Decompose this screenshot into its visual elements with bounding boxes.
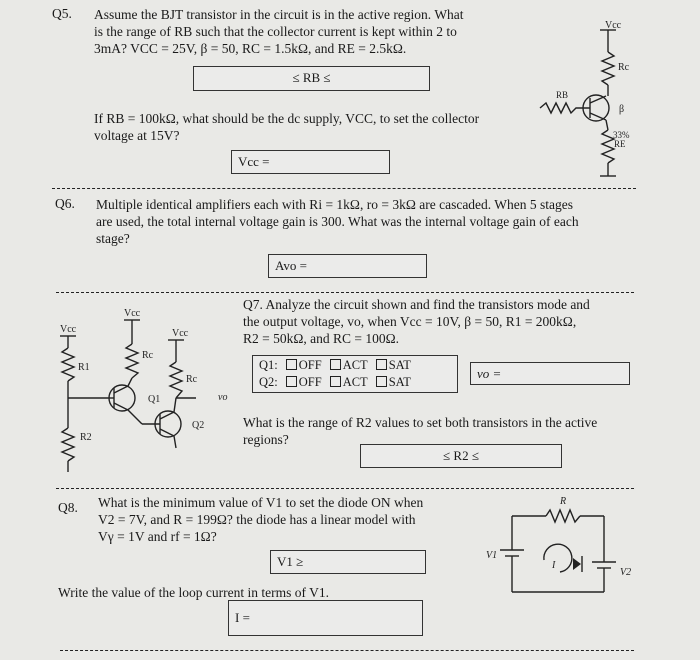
- q7-circuit-rc2-label: Rc: [186, 374, 198, 385]
- q8-v1-answer-box[interactable]: V1 ≥: [270, 550, 426, 574]
- q5-text-line2: is the range of RB such that the collector current is kept within 2 to: [94, 24, 457, 39]
- q7-text-line2: the output voltage, vo, when Vcc = 10V, β = 50, R1 = 200kΩ,: [243, 314, 577, 329]
- q7-r2-range-answer-box[interactable]: ≤ R2 ≤: [360, 444, 562, 468]
- q5-text-line5: voltage at 15V?: [94, 128, 180, 143]
- q5-circuit-rb-label: RB: [556, 90, 569, 100]
- q7-circuit-vcc1-label: Vcc: [60, 324, 77, 335]
- q8-text-line3: Vγ = 1V and rf = 1Ω?: [98, 529, 217, 544]
- q5-circuit-vcc-label: Vcc: [605, 20, 622, 31]
- q8-text-line2: V2 = 7V, and R = 199Ω? the diode has a linear model with: [98, 512, 416, 527]
- q5-text-line1: Assume the BJT transistor in the circuit is in the active region. What: [94, 7, 464, 22]
- q7-q1-act-label: ACT: [342, 358, 368, 372]
- q7-circuit-q1-label: Q1: [148, 394, 161, 405]
- section-divider: [60, 650, 634, 651]
- q5-number: Q5.: [52, 6, 72, 21]
- q5-text-line4: If RB = 100kΩ, what should be the dc supply, VCC, to set the collector: [94, 111, 480, 126]
- q8-text-line4: Write the value of the loop current in terms of V1.: [58, 585, 330, 600]
- q5-circuit-rc-label: Rc: [618, 62, 630, 73]
- q5-rb-range-answer-box[interactable]: ≤ RB ≤: [193, 66, 430, 91]
- q7-number: Q7.: [243, 297, 263, 312]
- q7-q1-off-label: OFF: [298, 358, 322, 372]
- q7-circuit-vcc2-label: Vcc: [124, 308, 141, 319]
- q8-circuit-i-label: I: [552, 560, 556, 571]
- q8-circuit-v1-label: V1: [486, 550, 498, 561]
- q8-circuit-r-label: R: [560, 496, 567, 507]
- q7-q2-sat-label: SAT: [388, 375, 411, 389]
- q7-circuit-r2-label: R2: [80, 432, 92, 443]
- q7-text-line4: What is the range of R2 values to set both transistors in the active: [243, 415, 598, 430]
- q7-circuit-rc1-label: Rc: [142, 350, 154, 361]
- q7-circuit-q2-label: Q2: [192, 420, 205, 431]
- q7-q2-label: Q2:: [259, 375, 278, 389]
- q7-text-line5: regions?: [243, 432, 289, 447]
- q6-number: Q6.: [55, 196, 75, 211]
- q7-circuit-vo-label: vo: [218, 392, 228, 403]
- q7-q1-sat-label: SAT: [388, 358, 411, 372]
- q5-circuit-re-label: RE: [614, 139, 626, 149]
- q5-circuit-pct-label: 33%: [613, 130, 630, 140]
- q5-text-line3: 3mA? VCC = 25V, β = 50, RC = 1.5kΩ, and RE = 2.5kΩ.: [94, 41, 407, 56]
- q8-circuit-v2-label: V2: [620, 567, 632, 578]
- q6-text-line2: are used, the total internal voltage gain is 300. What was the internal voltage gain of each: [96, 214, 579, 229]
- q6-avo-answer-box[interactable]: Avo =: [268, 254, 427, 278]
- q7-vo-answer-box[interactable]: vo =: [470, 362, 630, 385]
- q7-q1-label: Q1:: [259, 358, 278, 372]
- q7-q2-act-label: ACT: [342, 375, 368, 389]
- q7-text-line1-content: Analyze the circuit shown and find the transistors mode and: [265, 297, 590, 312]
- q7-circuit-vcc3-label: Vcc: [172, 328, 189, 339]
- q7-text-line3: R2 = 50kΩ, and RC = 100Ω.: [243, 331, 400, 346]
- q5-circuit-beta-label: β: [619, 104, 625, 115]
- q7-circuit-r1-label: R1: [78, 362, 90, 373]
- q8-text-line1: What is the minimum value of V1 to set the diode ON when: [98, 495, 424, 510]
- q8-i-answer-box[interactable]: I =: [228, 600, 423, 636]
- q6-text-line1: Multiple identical amplifiers each with Ri = 1kΩ, ro = 3kΩ are cascaded. When 5 stages: [96, 197, 574, 212]
- q7-q2-off-label: OFF: [298, 375, 322, 389]
- q8-number: Q8.: [58, 500, 78, 515]
- diode-arrow-icon: [573, 558, 581, 570]
- q6-text-line3: stage?: [96, 231, 130, 246]
- q5-vcc-answer-box[interactable]: Vcc =: [231, 150, 390, 174]
